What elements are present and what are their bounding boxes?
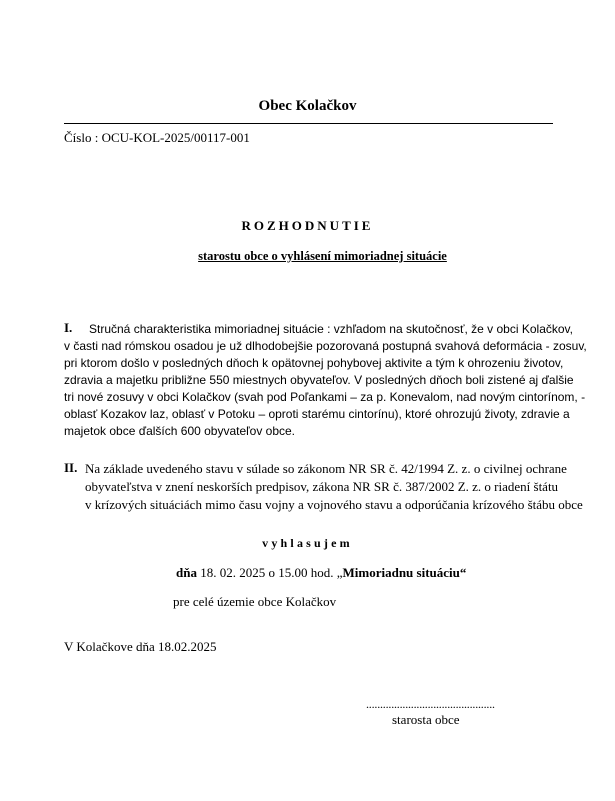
section-1-line: tri nové zosuvy v obci Kolačkov (svah pod Poľankami – za p. Konevalom, nad novým cintorínom, - [64, 390, 586, 404]
date-prefix: dňa [176, 565, 197, 580]
signature-line: .............................................. [366, 697, 495, 711]
header-divider [64, 123, 553, 124]
declaration-date [176, 565, 466, 581]
situation-name: Mimoriadnu situáciu [342, 565, 460, 580]
section-2-line: v krízových situáciách mimo času vojny a vojnového stavu a odporúčania krízového štábu obce [85, 497, 583, 512]
decision-heading: ROZHODNUTIE [241, 218, 374, 233]
section-2-line: obyvateľstva v znení neskorších predpisov, zákona NR SR č. 387/2002 Z. z. o riadení štátu [85, 479, 559, 494]
section-1-line: pri ktorom došlo v posledných dňoch k opätovnej pohybovej aktivite a tým k ohrozeniu životov, [64, 356, 564, 370]
section-2-number: II. [64, 460, 78, 475]
date-text: 18. 02. 2025 o 15.00 hod. „ [196, 565, 343, 580]
section-1-line: v časti nad rómskou osadou je už dlhodobejšie pozorovaná postupná svahová deformácia - zosuv, [64, 339, 587, 353]
section-1-line: zdravia a majetku približne 550 miestnych obyvateľov. V posledných dňoch boli zistené aj ďalšie [64, 373, 574, 387]
place-and-date: V Kolačkove dňa 18.02.2025 [64, 639, 217, 654]
declaration-verb: vyhlasujem [262, 536, 353, 550]
section-1-line: majetok obce ďalších 600 obyvateľov obce. [64, 424, 296, 438]
section-1-number: I. [64, 320, 73, 335]
document-title: Obec Kolačkov [258, 98, 357, 114]
section-1-line: oblasť Kozakov laz, oblasť v Potoku – oproti starému cintorínu), ktoré ohrozujú životy, zdravie a [64, 407, 570, 421]
signature-label: starosta obce [392, 712, 460, 727]
declaration-scope: pre celé územie obce Kolačkov [173, 594, 337, 609]
decision-subheading: starostu obce o vyhlásení mimoriadnej situácie [198, 249, 447, 263]
section-1-line: Stručná charakteristika mimoriadnej situácie : vzhľadom na skutočnosť, že v obci Kolačkov, [89, 322, 573, 336]
reference-number: Číslo : OCU-KOL-2025/00117-001 [64, 130, 250, 145]
situation-close-quote: “ [459, 565, 467, 580]
section-2-line: Na základe uvedeného stavu v súlade so zákonom NR SR č. 42/1994 Z. z. o civilnej ochrane [85, 461, 567, 476]
